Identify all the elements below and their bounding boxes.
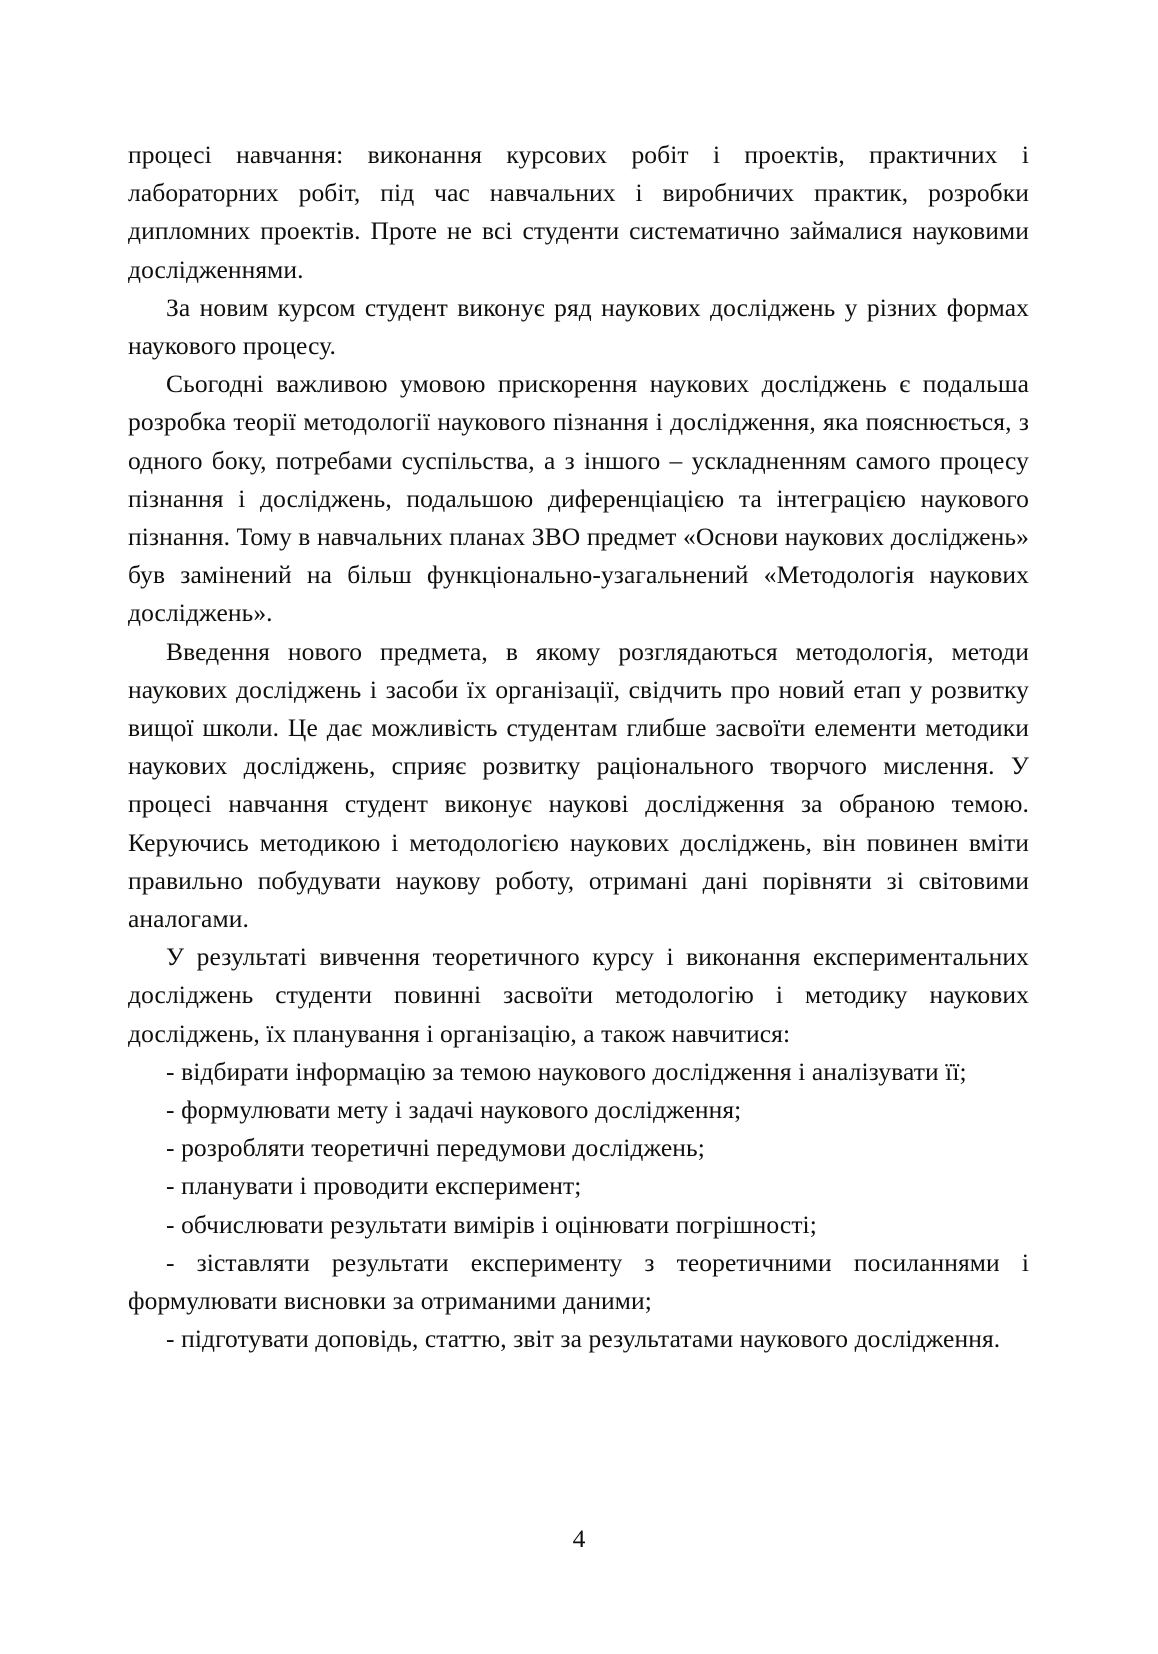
paragraph-learning-outcomes-intro: У результаті вивчення теоретичного курсу і виконання експериментальних досліджень студенти повинні засвоїти методологію і методику наукових досліджень, їх планування і організацію, а також навчитися: [128,942,1029,1048]
paragraph-methodology-theory: Сьогодні важливою умовою прискорення наукових досліджень є подальша розробка теорії методології наукового пізнання і дослідження, яка пояснюється, з одного боку, потребами суспільства, а з іншого – ускладненням самого процесу пізнання і досліджень, подальшою диференціацією та інтеграцією наукового пізнання. Тому в навчальних планах ЗВО предмет «Основи наукових досліджень» був замінений на більш функціонально-узагальнений «Методологія наукових досліджень». [128,369,1029,628]
list-item: - обчислювати результати вимірів і оцінювати погрішності; [166,1209,817,1239]
paragraph-new-course: За новим курсом студент виконує ряд наукових досліджень у різних формах наукового процесу. [128,292,1029,361]
list-item: - планувати і проводити експеримент; [166,1171,582,1201]
paragraph-continuation: процесі навчання: виконання курсових робіт і проектів, практичних і лабораторних робіт, під час навчальних і виробничих практик, розробки дипломних проектів. Проте не всі студенти систематично займалися науковими дослідженнями. [128,140,1029,284]
list-item: - розробляти теоретичні передумови досліджень; [166,1133,705,1163]
list-item: - підготувати доповідь, статтю, звіт за результатами наукового дослідження. [166,1324,1001,1354]
list-item: - відбирати інформацію за темою наукового дослідження і аналізувати її; [166,1056,967,1086]
page-body-text [128,136,1029,1359]
list-item: - формулювати мету і задачі наукового дослідження; [166,1095,742,1125]
page-number: 4 [572,1524,586,1553]
paragraph-new-subject-introduction: Введення нового предмета, в якому розглядаються методологія, методи наукових досліджень і засоби їх організації, свідчить про новий етап у розвитку вищої школи. Це дає можливість студентам глибше засвоїти елементи методики наукових досліджень, сприяє розвитку раціонального творчого мислення. У процесі навчання студент виконує наукові дослідження за обраною темою. Керуючись методикою і методологією наукових досліджень, він повинен вміти правильно побудувати наукову роботу, отримані дані порівняти зі світовими аналогами. [128,636,1029,934]
list-item: - зіставляти результати експерименту з теоретичними посиланнями і формулювати висновки за отриманими даними; [128,1247,1029,1316]
